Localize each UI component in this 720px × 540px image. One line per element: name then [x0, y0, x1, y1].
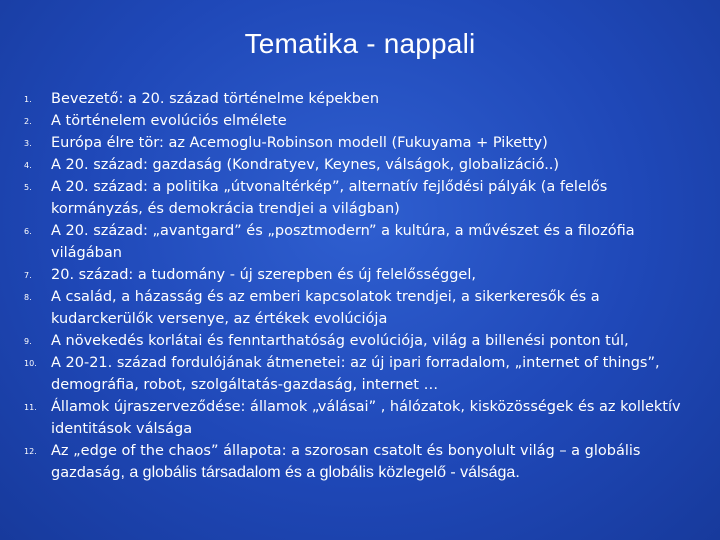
list-item	[0, 286, 720, 330]
item-number: 11.	[24, 403, 37, 412]
list-item	[0, 176, 720, 220]
item-text: A 20. század: „avantgard” és „posztmodern” a kultúra, a művészet és a filozófia világában	[51, 223, 635, 261]
slide-title: Tematika - nappali	[244, 28, 476, 59]
item-text: Államok újraszerveződése: államok „válásai” , hálózatok, kisközösségek és az kollektív identitások válsága	[51, 399, 681, 437]
list-item	[0, 440, 720, 484]
item-number: 5.	[24, 183, 32, 192]
list-item	[0, 132, 720, 154]
item-text-last	[51, 440, 692, 484]
item-number: 7.	[24, 271, 32, 280]
item-text: 20. század: a tudomány - új szerepben és új felelősséggel,	[51, 267, 476, 283]
item-text-tail: , a globális társadalom és a globális közlegelő - válsága.	[120, 464, 520, 481]
item-text: Európa élre tör: az Acemoglu-Robinson modell (Fukuyama + Piketty)	[51, 135, 548, 151]
item-number: 12.	[24, 447, 37, 456]
item-number: 3.	[24, 139, 32, 148]
list-item	[0, 154, 720, 176]
item-text: Az „edge of the chaos” állapota: a szorosan csatolt és bonyolult világ – a globális gazdaság	[51, 443, 641, 481]
item-number: 1.	[24, 95, 32, 104]
item-number: 10.	[24, 359, 37, 368]
list-item	[0, 110, 720, 132]
item-text: A 20-21. század fordulójának átmenetei: az új ipari forradalom, „internet of things”, demográfia, robot, szolgáltatás-gazdaság, internet …	[51, 355, 660, 393]
topic-list	[0, 88, 720, 484]
item-text: A történelem evolúciós elmélete	[51, 113, 287, 129]
list-item	[0, 396, 720, 440]
list-item	[0, 352, 720, 396]
item-number: 6.	[24, 227, 32, 236]
item-text: A 20. század: a politika „útvonaltérkép”, alternatív fejlődési pályák (a felelős kormányzás, és demokrácia trendjei a világban)	[51, 179, 608, 217]
item-number: 8.	[24, 293, 32, 302]
list-item	[0, 220, 720, 264]
item-text: A 20. század: gazdaság (Kondratyev, Keynes, válságok, globalizáció..)	[51, 157, 560, 173]
item-text: Bevezető: a 20. század történelme képekben	[51, 91, 380, 107]
item-number: 2.	[24, 117, 32, 126]
item-text: A növekedés korlátai és fenntarthatóság evolúciója, világ a billenési ponton túl,	[51, 333, 629, 349]
item-text: A család, a házasság és az emberi kapcsolatok trendjei, a sikerkeresők és a kudarckerülők versenye, az értékek evolúciója	[51, 289, 600, 327]
item-number: 4.	[24, 161, 32, 170]
list-item	[0, 330, 720, 352]
list-item	[0, 264, 720, 286]
item-number: 9.	[24, 337, 32, 346]
list-item	[0, 88, 720, 110]
